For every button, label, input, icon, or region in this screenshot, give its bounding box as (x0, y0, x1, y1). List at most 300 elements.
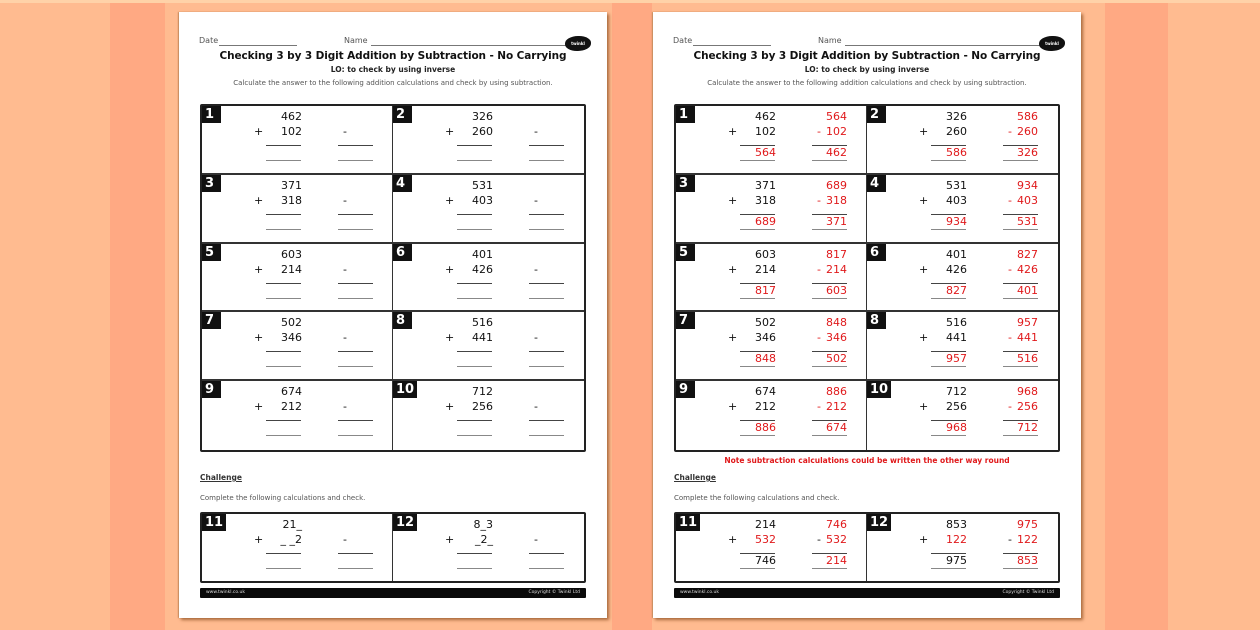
addend-bottom: 346 (281, 331, 302, 345)
addend-bottom: 318 (281, 193, 302, 207)
date-label: Date (199, 36, 219, 45)
answer-line (931, 160, 966, 161)
question-number-badge: 2 (867, 106, 886, 123)
question-number-badge: 4 (867, 175, 886, 192)
answer-line (457, 366, 492, 367)
subtraction-subtrahend: 260 (1017, 125, 1038, 138)
answer-cell (676, 514, 867, 581)
addend-top: 674 (281, 385, 302, 399)
page-footer (200, 588, 586, 598)
minus-sign: - (534, 400, 538, 414)
page-title: Checking 3 by 3 Digit Addition by Subtraction - No Carrying (219, 50, 567, 62)
question-cell (393, 514, 584, 581)
answer-line (266, 366, 301, 367)
sum-answer: 934 (946, 214, 967, 228)
minus-sign: - (343, 262, 347, 276)
minus-sign: - (343, 331, 347, 345)
subtraction-subtrahend: 214 (826, 262, 847, 276)
answer-cell (867, 106, 1058, 175)
minus-sign: - (1008, 331, 1012, 345)
addend-top: 674 (755, 385, 776, 399)
name-label: Name (818, 36, 842, 45)
footer-website: www.twinkl.co.uk (206, 590, 245, 595)
question-cell (393, 106, 584, 175)
minus-sign: - (1008, 262, 1012, 276)
answer-line (266, 568, 301, 569)
subtraction-minuend: 968 (1017, 385, 1038, 399)
question-cell (202, 106, 393, 175)
answer-line (457, 435, 492, 436)
check-line (529, 366, 564, 367)
header-fields (673, 36, 1063, 48)
answer-line (266, 160, 301, 161)
plus-sign: + (445, 400, 455, 414)
addend-top: 326 (946, 110, 967, 123)
answer-cell (867, 381, 1058, 450)
footer-website: www.twinkl.co.uk (680, 590, 719, 595)
subtraction-minuend: 586 (1017, 110, 1038, 123)
addend-bottom: 260 (472, 125, 493, 138)
answer-line (266, 298, 301, 299)
plus-sign: + (919, 125, 929, 138)
difference-answer: 853 (1017, 554, 1038, 567)
addend-bottom: 102 (281, 125, 302, 138)
addend-top: 853 (946, 518, 967, 531)
difference-answer: 462 (826, 146, 847, 159)
check-line (529, 420, 564, 421)
addend-bottom: 426 (946, 262, 967, 276)
check-line (338, 229, 373, 230)
sum-answer: 957 (946, 352, 967, 366)
question-number-badge: 12 (867, 514, 891, 531)
sum-answer: 746 (755, 554, 776, 567)
check-line (529, 283, 564, 284)
check-line (529, 435, 564, 436)
header-fields (199, 36, 589, 48)
subtraction-minuend: 746 (826, 518, 847, 531)
question-number-badge: 8 (867, 312, 886, 329)
check-line (338, 435, 373, 436)
check-line (1003, 298, 1038, 299)
subtraction-subtrahend: 403 (1017, 193, 1038, 207)
plus-sign: + (445, 262, 455, 276)
addend-bottom: 346 (755, 331, 776, 345)
question-cell (202, 312, 393, 381)
question-number-badge: 4 (393, 175, 412, 192)
question-cell (393, 175, 584, 244)
answer-cell (676, 244, 867, 313)
challenge-instructions: Complete the following calculations and check. (200, 494, 366, 502)
subtraction-subtrahend: 532 (826, 533, 847, 546)
addend-bottom: 102 (755, 125, 776, 138)
answer-line (457, 160, 492, 161)
addend-top: 326 (472, 110, 493, 123)
check-line (1003, 160, 1038, 161)
check-line (338, 214, 373, 215)
learning-objective: LO: to check by using inverse (804, 65, 930, 74)
answer-line (266, 214, 301, 215)
page-title: Checking 3 by 3 Digit Addition by Subtraction - No Carrying (693, 50, 1041, 62)
question-cell (202, 381, 393, 450)
minus-sign: - (534, 125, 538, 138)
plus-sign: + (728, 125, 738, 138)
addend-top: 462 (281, 110, 302, 123)
question-number-badge: 6 (393, 244, 412, 261)
minus-sign: - (534, 533, 538, 546)
difference-answer: 401 (1017, 283, 1038, 297)
minus-sign: - (343, 193, 347, 207)
plus-sign: + (254, 262, 264, 276)
addend-top: 712 (946, 385, 967, 399)
name-line (371, 45, 567, 46)
sum-answer: 564 (755, 146, 776, 159)
question-cell (202, 514, 393, 581)
check-line (529, 214, 564, 215)
sum-answer: 689 (755, 214, 776, 228)
sum-answer: 975 (946, 554, 967, 567)
plus-sign: + (254, 533, 264, 546)
check-line (338, 420, 373, 421)
minus-sign: - (1008, 533, 1012, 546)
question-number-badge: 3 (676, 175, 695, 192)
addend-bottom: 214 (755, 262, 776, 276)
addend-bottom: _ _2 (280, 533, 302, 546)
sum-answer: 968 (946, 421, 967, 435)
plus-sign: + (254, 193, 264, 207)
check-line (529, 298, 564, 299)
answer-cell (867, 244, 1058, 313)
date-line (219, 45, 297, 46)
answer-line (266, 553, 301, 554)
difference-answer: 674 (826, 421, 847, 435)
plus-sign: + (254, 331, 264, 345)
answer-line (457, 283, 492, 284)
difference-answer: 531 (1017, 214, 1038, 228)
answer-cell (867, 312, 1058, 381)
date-line (693, 45, 771, 46)
plus-sign: + (919, 193, 929, 207)
subtraction-minuend: 848 (826, 316, 847, 330)
check-line (529, 229, 564, 230)
difference-answer: 326 (1017, 146, 1038, 159)
answer-note: Note subtraction calculations could be written the other way round (724, 456, 1010, 465)
answer-line (266, 420, 301, 421)
addend-top: 462 (755, 110, 776, 123)
check-line (338, 568, 373, 569)
answer-line (740, 568, 775, 569)
check-line (338, 298, 373, 299)
answer-line (457, 420, 492, 421)
answer-line (266, 229, 301, 230)
answer-line (931, 435, 966, 436)
date-label: Date (673, 36, 693, 45)
instructions: Calculate the answer to the following addition calculations and check by using subtraction. (233, 79, 553, 87)
check-line (338, 351, 373, 352)
question-number-badge: 11 (676, 514, 700, 531)
check-line (812, 366, 847, 367)
question-cell (202, 244, 393, 313)
check-line (812, 229, 847, 230)
check-line (338, 283, 373, 284)
plus-sign: + (728, 193, 738, 207)
challenge-answer-grid (674, 512, 1060, 583)
question-number-badge: 9 (202, 381, 221, 398)
difference-answer: 214 (826, 554, 847, 567)
question-number-badge: 9 (676, 381, 695, 398)
check-line (529, 160, 564, 161)
check-line (529, 351, 564, 352)
check-line (338, 145, 373, 146)
question-number-badge: 1 (676, 106, 695, 123)
addend-bottom: 441 (472, 331, 493, 345)
minus-sign: - (534, 331, 538, 345)
page-footer (674, 588, 1060, 598)
addend-bottom: 256 (472, 400, 493, 414)
answer-cell (676, 381, 867, 450)
answer-cell (867, 175, 1058, 244)
minus-sign: - (343, 400, 347, 414)
minus-sign: - (534, 193, 538, 207)
answer-cell (867, 514, 1058, 581)
subtraction-subtrahend: 212 (826, 400, 847, 414)
addend-bottom: 212 (755, 400, 776, 414)
check-line (1003, 229, 1038, 230)
addend-top: 531 (946, 178, 967, 192)
subtraction-minuend: 689 (826, 178, 847, 192)
subtraction-subtrahend: 102 (826, 125, 847, 138)
check-line (1003, 366, 1038, 367)
sum-answer: 817 (755, 283, 776, 297)
minus-sign: - (817, 331, 821, 345)
minus-sign: - (817, 125, 821, 138)
question-cell (202, 175, 393, 244)
answer-line (266, 145, 301, 146)
question-grid (200, 104, 586, 452)
question-number-badge: 11 (202, 514, 226, 531)
plus-sign: + (445, 533, 455, 546)
addend-top: 712 (472, 385, 493, 399)
subtraction-subtrahend: 346 (826, 331, 847, 345)
question-number-badge: 2 (393, 106, 412, 123)
answer-line (931, 229, 966, 230)
footer-copyright: Copyright © Twinkl Ltd (1002, 590, 1054, 595)
difference-answer: 603 (826, 283, 847, 297)
subtraction-subtrahend: 122 (1017, 533, 1038, 546)
question-cell (393, 381, 584, 450)
minus-sign: - (817, 400, 821, 414)
check-line (338, 160, 373, 161)
worksheet-page (179, 12, 607, 618)
addend-bottom: 260 (946, 125, 967, 138)
addend-top: 516 (946, 316, 967, 330)
twinkl-logo-icon: twinkl (1039, 36, 1065, 51)
challenge-grid (200, 512, 586, 583)
addend-bottom: 214 (281, 262, 302, 276)
difference-answer: 516 (1017, 352, 1038, 366)
minus-sign: - (1008, 400, 1012, 414)
question-number-badge: 5 (676, 244, 695, 261)
answer-line (266, 283, 301, 284)
addend-bottom: 318 (755, 193, 776, 207)
answer-line (740, 298, 775, 299)
sum-answer: 886 (755, 421, 776, 435)
subtraction-minuend: 957 (1017, 316, 1038, 330)
addend-top: 8_3 (473, 518, 493, 531)
subtraction-subtrahend: 441 (1017, 331, 1038, 345)
answer-line (457, 229, 492, 230)
plus-sign: + (919, 262, 929, 276)
minus-sign: - (817, 533, 821, 546)
question-number-badge: 7 (676, 312, 695, 329)
answer-line (457, 145, 492, 146)
challenge-heading: Challenge (200, 473, 242, 482)
subtraction-minuend: 934 (1017, 178, 1038, 192)
plus-sign: + (919, 400, 929, 414)
question-number-badge: 10 (393, 381, 417, 398)
addend-top: 502 (755, 316, 776, 330)
subtraction-minuend: 975 (1017, 518, 1038, 531)
plus-sign: + (445, 125, 455, 138)
subtraction-subtrahend: 426 (1017, 262, 1038, 276)
addend-bottom: 426 (472, 262, 493, 276)
question-number-badge: 8 (393, 312, 412, 329)
answer-line (266, 435, 301, 436)
answer-grid (674, 104, 1060, 452)
plus-sign: + (254, 400, 264, 414)
answer-line (740, 160, 775, 161)
addend-top: 401 (472, 247, 493, 261)
plus-sign: + (254, 125, 264, 138)
addend-bottom: 441 (946, 331, 967, 345)
answer-line (457, 298, 492, 299)
check-line (529, 568, 564, 569)
difference-answer: 502 (826, 352, 847, 366)
answer-line (740, 435, 775, 436)
subtraction-subtrahend: 318 (826, 193, 847, 207)
check-line (338, 366, 373, 367)
check-line (1003, 435, 1038, 436)
name-line (845, 45, 1041, 46)
minus-sign: - (817, 193, 821, 207)
answer-cell (676, 106, 867, 175)
answer-line (266, 351, 301, 352)
plus-sign: + (728, 331, 738, 345)
challenge-instructions: Complete the following calculations and check. (674, 494, 840, 502)
question-cell (393, 244, 584, 313)
plus-sign: + (445, 331, 455, 345)
sum-answer: 586 (946, 146, 967, 159)
minus-sign: - (817, 262, 821, 276)
answer-line (457, 214, 492, 215)
check-line (529, 145, 564, 146)
minus-sign: - (1008, 125, 1012, 138)
check-line (1003, 568, 1038, 569)
subtraction-minuend: 817 (826, 247, 847, 261)
addend-top: 603 (755, 247, 776, 261)
addend-bottom: 403 (946, 193, 967, 207)
twinkl-logo-icon: twinkl (565, 36, 591, 51)
difference-answer: 712 (1017, 421, 1038, 435)
addend-top: 214 (755, 518, 776, 531)
difference-answer: 371 (826, 214, 847, 228)
plus-sign: + (919, 331, 929, 345)
addend-bottom: 256 (946, 400, 967, 414)
answer-line (457, 553, 492, 554)
addend-top: 21_ (282, 518, 302, 531)
subtraction-minuend: 827 (1017, 247, 1038, 261)
minus-sign: - (1008, 193, 1012, 207)
question-number-badge: 3 (202, 175, 221, 192)
answer-sheet-page (653, 12, 1081, 618)
addend-bottom: _2_ (475, 533, 493, 546)
plus-sign: + (728, 400, 738, 414)
check-line (812, 160, 847, 161)
addend-bottom: 122 (946, 533, 967, 546)
question-number-badge: 12 (393, 514, 417, 531)
answer-cell (676, 312, 867, 381)
check-line (338, 553, 373, 554)
question-number-badge: 1 (202, 106, 221, 123)
addend-top: 531 (472, 178, 493, 192)
answer-line (740, 229, 775, 230)
answer-cell (676, 175, 867, 244)
challenge-heading: Challenge (674, 473, 716, 482)
subtraction-minuend: 564 (826, 110, 847, 123)
question-cell (393, 312, 584, 381)
answer-line (457, 351, 492, 352)
addend-top: 516 (472, 316, 493, 330)
addend-bottom: 212 (281, 400, 302, 414)
plus-sign: + (728, 262, 738, 276)
addend-bottom: 532 (755, 533, 776, 546)
answer-line (931, 366, 966, 367)
plus-sign: + (919, 533, 929, 546)
background-top-band (0, 0, 1260, 3)
question-number-badge: 5 (202, 244, 221, 261)
name-label: Name (344, 36, 368, 45)
addend-top: 502 (281, 316, 302, 330)
subtraction-minuend: 886 (826, 385, 847, 399)
learning-objective: LO: to check by using inverse (330, 65, 456, 74)
plus-sign: + (728, 533, 738, 546)
minus-sign: - (534, 262, 538, 276)
answer-line (457, 568, 492, 569)
addend-top: 371 (281, 178, 302, 192)
check-line (812, 298, 847, 299)
check-line (529, 553, 564, 554)
sum-answer: 848 (755, 352, 776, 366)
addend-top: 603 (281, 247, 302, 261)
question-number-badge: 6 (867, 244, 886, 261)
check-line (812, 435, 847, 436)
instructions: Calculate the answer to the following addition calculations and check by using subtraction. (707, 79, 1027, 87)
footer-copyright: Copyright © Twinkl Ltd (528, 590, 580, 595)
addend-bottom: 403 (472, 193, 493, 207)
answer-line (931, 298, 966, 299)
sum-answer: 827 (946, 283, 967, 297)
plus-sign: + (445, 193, 455, 207)
subtraction-subtrahend: 256 (1017, 400, 1038, 414)
minus-sign: - (343, 533, 347, 546)
question-number-badge: 10 (867, 381, 891, 398)
addend-top: 371 (755, 178, 776, 192)
check-line (812, 568, 847, 569)
addend-top: 401 (946, 247, 967, 261)
question-number-badge: 7 (202, 312, 221, 329)
answer-line (931, 568, 966, 569)
answer-line (740, 366, 775, 367)
minus-sign: - (343, 125, 347, 138)
